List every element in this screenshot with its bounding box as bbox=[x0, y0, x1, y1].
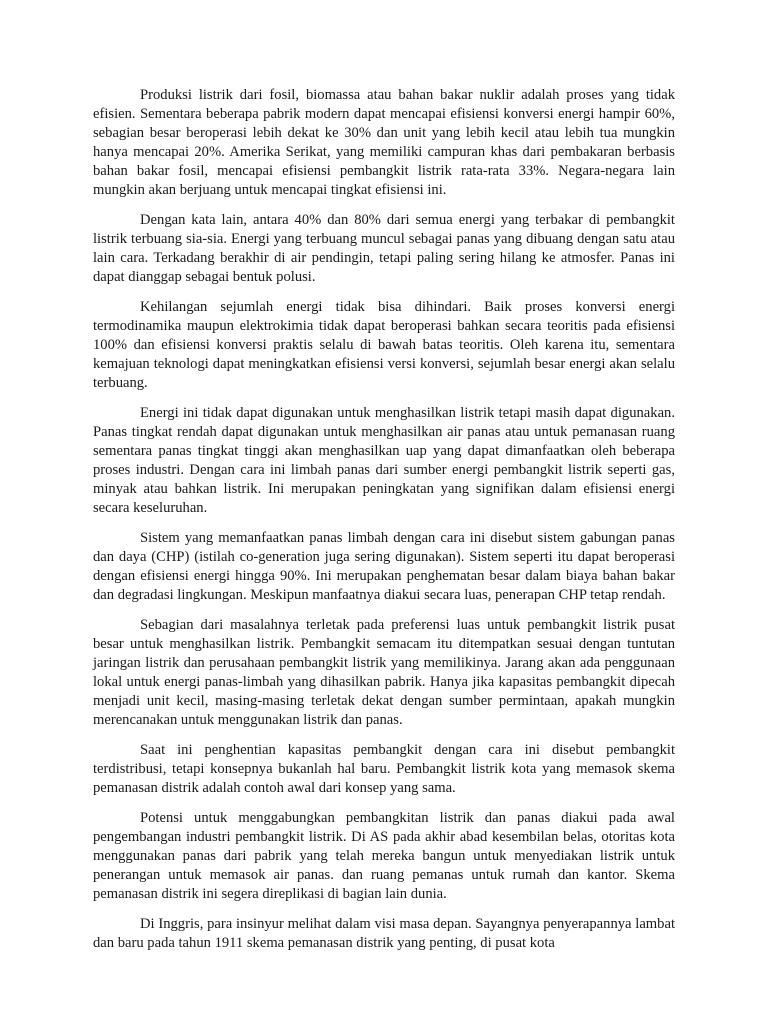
paragraph-4: Energi ini tidak dapat digunakan untuk menghasilkan listrik tetapi masih dapat digunakan. Panas tingkat rendah dapat digunakan untuk menghasilkan air panas atau untuk pemanasan ruang sementara panas tingkat tinggi akan menghasilkan uap yang dapat dimanfaatkan oleh beberapa proses industri. Dengan cara ini limbah panas dari sumber energi pembangkit listrik seperti gas, minyak atau bahkan listrik. Ini merupakan peningkatan yang signifikan dalam efisiensi energi secara keseluruhan. bbox=[93, 405, 675, 516]
paragraph-8: Potensi untuk menggabungkan pembangkitan listrik dan panas diakui pada awal pengembangan industri pembangkit listrik. Di AS pada akhir abad kesembilan belas, otoritas kota menggunakan panas dari pabrik yang telah mereka bangun untuk menyediakan listrik untuk penerangan untuk memasok air panas. dan ruang pemanas untuk rumah dan kantor. Skema pemanasan distrik ini segera direplikasi di bagian lain dunia. bbox=[93, 810, 675, 902]
paragraph-7: Saat ini penghentian kapasitas pembangkit dengan cara ini disebut pembangkit terdistribusi, tetapi konsepnya bukanlah hal baru. Pembangkit listrik kota yang memasok skema pemanasan distrik adalah contoh awal dari konsep yang sama. bbox=[93, 742, 675, 796]
paragraph-1: Produksi listrik dari fosil, biomassa atau bahan bakar nuklir adalah proses yang tidak efisien. Sementara beberapa pabrik modern dapat mencapai efisiensi konversi energi hampir 60%, sebagian besar beroperasi lebih dekat ke 30% dan unit yang lebih kecil atau lebih tua mungkin hanya mencapai 20%. Amerika Serikat, yang memiliki campuran khas dari pembakaran berbasis bahan bakar fosil, mencapai efisiensi pembangkit listrik rata-rata 33%. Negara-negara lain mungkin akan berjuang untuk mencapai tingkat efisiensi ini. bbox=[93, 87, 675, 198]
paragraph-6: Sebagian dari masalahnya terletak pada preferensi luas untuk pembangkit listrik pusat besar untuk menghasilkan listrik. Pembangkit semacam itu ditempatkan sesuai dengan tuntutan jaringan listrik dan perusahaan pembangkit listrik yang memilikinya. Jarang akan ada penggunaan lokal untuk energi panas-limbah yang dihasilkan pabrik. Hanya jika kapasitas pembangkit dipecah menjadi unit kecil, masing-masing terletak dekat dengan sumber permintaan, apakah mungkin merencanakan untuk menggunakan listrik dan panas. bbox=[93, 617, 675, 728]
paragraph-3: Kehilangan sejumlah energi tidak bisa dihindari. Baik proses konversi energi termodinamika maupun elektrokimia tidak dapat beroperasi bahkan secara teoritis pada efisiensi 100% dan efisiensi konversi praktis selalu di bawah batas teoritis. Oleh karena itu, sementara kemajuan teknologi dapat meningkatkan efisiensi versi konversi, sejumlah besar energi akan selalu terbuang. bbox=[93, 299, 675, 391]
paragraph-5: Sistem yang memanfaatkan panas limbah dengan cara ini disebut sistem gabungan panas dan daya (CHP) (istilah co-generation juga sering digunakan). Sistem seperti itu dapat beroperasi dengan efisiensi energi hingga 90%. Ini merupakan penghematan besar dalam biaya bahan bakar dan degradasi lingkungan. Meskipun manfaatnya diakui secara luas, penerapan CHP tetap rendah. bbox=[93, 530, 675, 603]
paragraph-2: Dengan kata lain, antara 40% dan 80% dari semua energi yang terbakar di pembangkit listrik terbuang sia-sia. Energi yang terbuang muncul sebagai panas yang dibuang dengan satu atau lain cara. Terkadang berakhir di air pendingin, tetapi paling sering hilang ke atmosfer. Panas ini dapat dianggap sebagai bentuk polusi. bbox=[93, 212, 675, 285]
document-body bbox=[93, 86, 675, 964]
paragraph-9: Di Inggris, para insinyur melihat dalam visi masa depan. Sayangnya penyerapannya lambat dan baru pada tahun 1911 skema pemanasan distrik yang penting, di pusat kota bbox=[93, 916, 675, 951]
